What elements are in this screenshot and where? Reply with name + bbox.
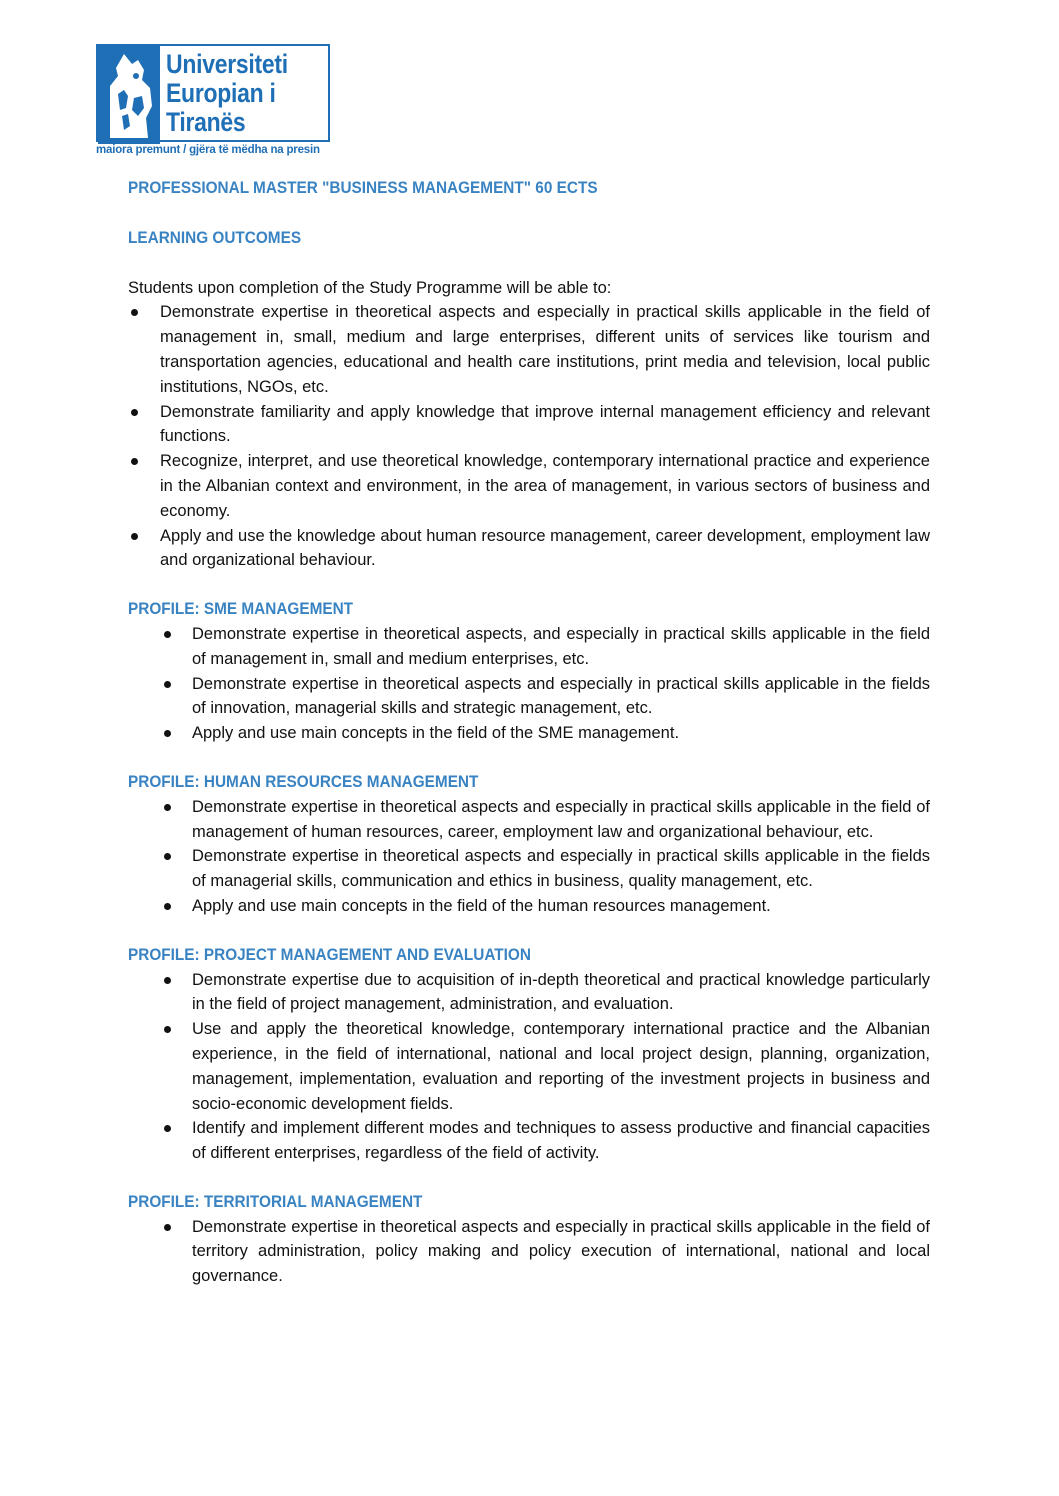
list-item: Demonstrate expertise in theoretical aspects and especially in practical skills applicable in the field of management of human resources, career, employment law and organizational behaviour, etc. — [128, 795, 930, 845]
logo-line-2: Europian i — [166, 78, 276, 108]
logo-wordmark — [166, 50, 305, 137]
profile-project-list — [128, 968, 930, 1166]
logo-line-1: Universiteti — [166, 49, 288, 79]
list-item: Apply and use main concepts in the field of the SME management. — [128, 721, 930, 746]
profile-hr-heading: PROFILE: HUMAN RESOURCES MANAGEMENT — [128, 772, 479, 791]
document-title: PROFESSIONAL MASTER "BUSINESS MANAGEMENT" 60 ECTS — [128, 179, 598, 197]
profile-hr-list — [128, 795, 930, 919]
profile-territorial-heading: PROFILE: TERRITORIAL MANAGEMENT — [128, 1192, 423, 1211]
list-item: Recognize, interpret, and use theoretical knowledge, contemporary international practice and experience in the Albanian context and environment, in the area of management, in various sectors of business and economy. — [128, 449, 930, 523]
list-item: Apply and use main concepts in the field of the human resources management. — [128, 894, 930, 919]
profile-sme-list — [128, 622, 930, 746]
list-item: Demonstrate expertise due to acquisition of in-depth theoretical and practical knowledge particularly in the field of project management, administration, and evaluation. — [128, 968, 930, 1018]
learning-outcomes-intro: Students upon completion of the Study Programme will be able to: — [128, 278, 612, 297]
learning-outcomes-heading: LEARNING OUTCOMES — [128, 228, 302, 247]
logo-motto: maiora premunt / gjëra të mëdha na presin — [96, 144, 320, 156]
list-item: Demonstrate expertise in theoretical aspects and especially in practical skills applicable in the fields of innovation, managerial skills and strategic management, etc. — [128, 672, 930, 722]
learning-outcomes-list — [128, 300, 930, 573]
list-item: Demonstrate expertise in theoretical aspects, and especially in practical skills applicable in the field of management in, small and medium enterprises, etc. — [128, 622, 930, 672]
profile-sme-heading: PROFILE: SME MANAGEMENT — [128, 600, 354, 619]
university-emblem-icon — [98, 46, 160, 144]
list-item: Apply and use the knowledge about human resource management, career development, employment law and organizational behaviour. — [128, 524, 930, 574]
logo-line-3: Tiranës — [166, 107, 246, 137]
list-item: Identify and implement different modes and techniques to assess productive and financial capacities of different enterprises, regardless of the field of activity. — [128, 1116, 930, 1166]
profile-project-heading: PROFILE: PROJECT MANAGEMENT AND EVALUATION — [128, 945, 531, 964]
list-item: Demonstrate expertise in theoretical aspects and especially in practical skills applicable in the fields of managerial skills, communication and ethics in business, quality management, etc. — [128, 844, 930, 894]
university-logo — [96, 44, 336, 162]
list-item: Demonstrate familiarity and apply knowledge that improve internal management efficiency and relevant functions. — [128, 400, 930, 450]
list-item: Use and apply the theoretical knowledge, contemporary international practice and the Albanian experience, in the field of international, national and local project design, planning, organization, management, implementation, evaluation and reporting of the investment projects in business and socio-economic development fields. — [128, 1017, 930, 1116]
profile-territorial-list — [128, 1215, 930, 1289]
document-body — [128, 176, 930, 1289]
list-item: Demonstrate expertise in theoretical aspects and especially in practical skills applicable in the field of management in, small, medium and large enterprises, different units of services like tourism and transportation agencies, educational and health care institutions, print media and television, local public institutions, NGOs, etc. — [128, 300, 930, 399]
list-item: Demonstrate expertise in theoretical aspects and especially in practical skills applicable in the field of territory administration, policy making and policy execution of international, national and local governance. — [128, 1215, 930, 1289]
logo-frame — [96, 44, 330, 142]
